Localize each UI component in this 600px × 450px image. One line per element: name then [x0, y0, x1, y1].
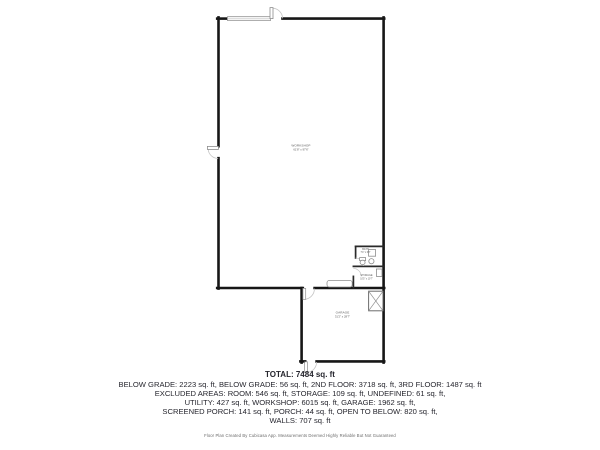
window [228, 17, 271, 21]
total-area: TOTAL: 7484 sq. ft [265, 370, 335, 379]
summary-line-4: SCREENED PORCH: 141 sq. ft, PORCH: 44 sq. ft, OPEN TO BELOW: 820 sq. ft, [162, 406, 438, 416]
door-top [270, 8, 283, 19]
area-summary [0, 370, 600, 425]
summary-line-2: EXCLUDED AREAS: ROOM: 546 sq. ft, STORAGE: 109 sq. ft, UNDEFINED: 61 sq. ft, [154, 388, 446, 398]
room-dims-storage: 10'5" x 10'7" [360, 278, 373, 281]
storage-fixture-icon [376, 269, 382, 276]
disclaimer-text: Floor Plan Created By Cubicasa App. Measurements Deemed Highly Reliable But Not Guaranteed [204, 433, 396, 438]
room-dims-garage: 31'2" x 28'7" [334, 314, 351, 319]
counter-icon [327, 280, 352, 287]
exterior-walls [217, 17, 384, 362]
summary-line-3: UTILITY: 427 sq. ft, WORKSHOP: 6015 sq. ft, GARAGE: 1962 sq. ft, [184, 397, 416, 407]
door-left [207, 146, 218, 158]
door-workshop-to-garage [303, 288, 315, 299]
sink-icon [369, 259, 374, 264]
summary-line-5: WALLS: 707 sq. ft [269, 415, 331, 425]
xbox-symbol [369, 291, 383, 311]
room-label-workshop: WORKSHOP [291, 143, 311, 148]
room-label-bath: BATH [362, 248, 369, 252]
room-dims-workshop: 61'8" x 97'6" [293, 147, 309, 152]
room-dims-bath: 7'4" x 6'8" [360, 252, 371, 255]
room-label-garage: GARAGE [335, 310, 350, 315]
toilet-icon [360, 258, 366, 265]
room-label-storage: STORAGE [360, 274, 373, 278]
summary-line-1: BELOW GRADE: 2223 sq. ft, BELOW GRADE: 56 sq. ft, 2ND FLOOR: 3718 sq. ft, 3RD FLOOR: 1487 sq. ft [118, 379, 482, 389]
